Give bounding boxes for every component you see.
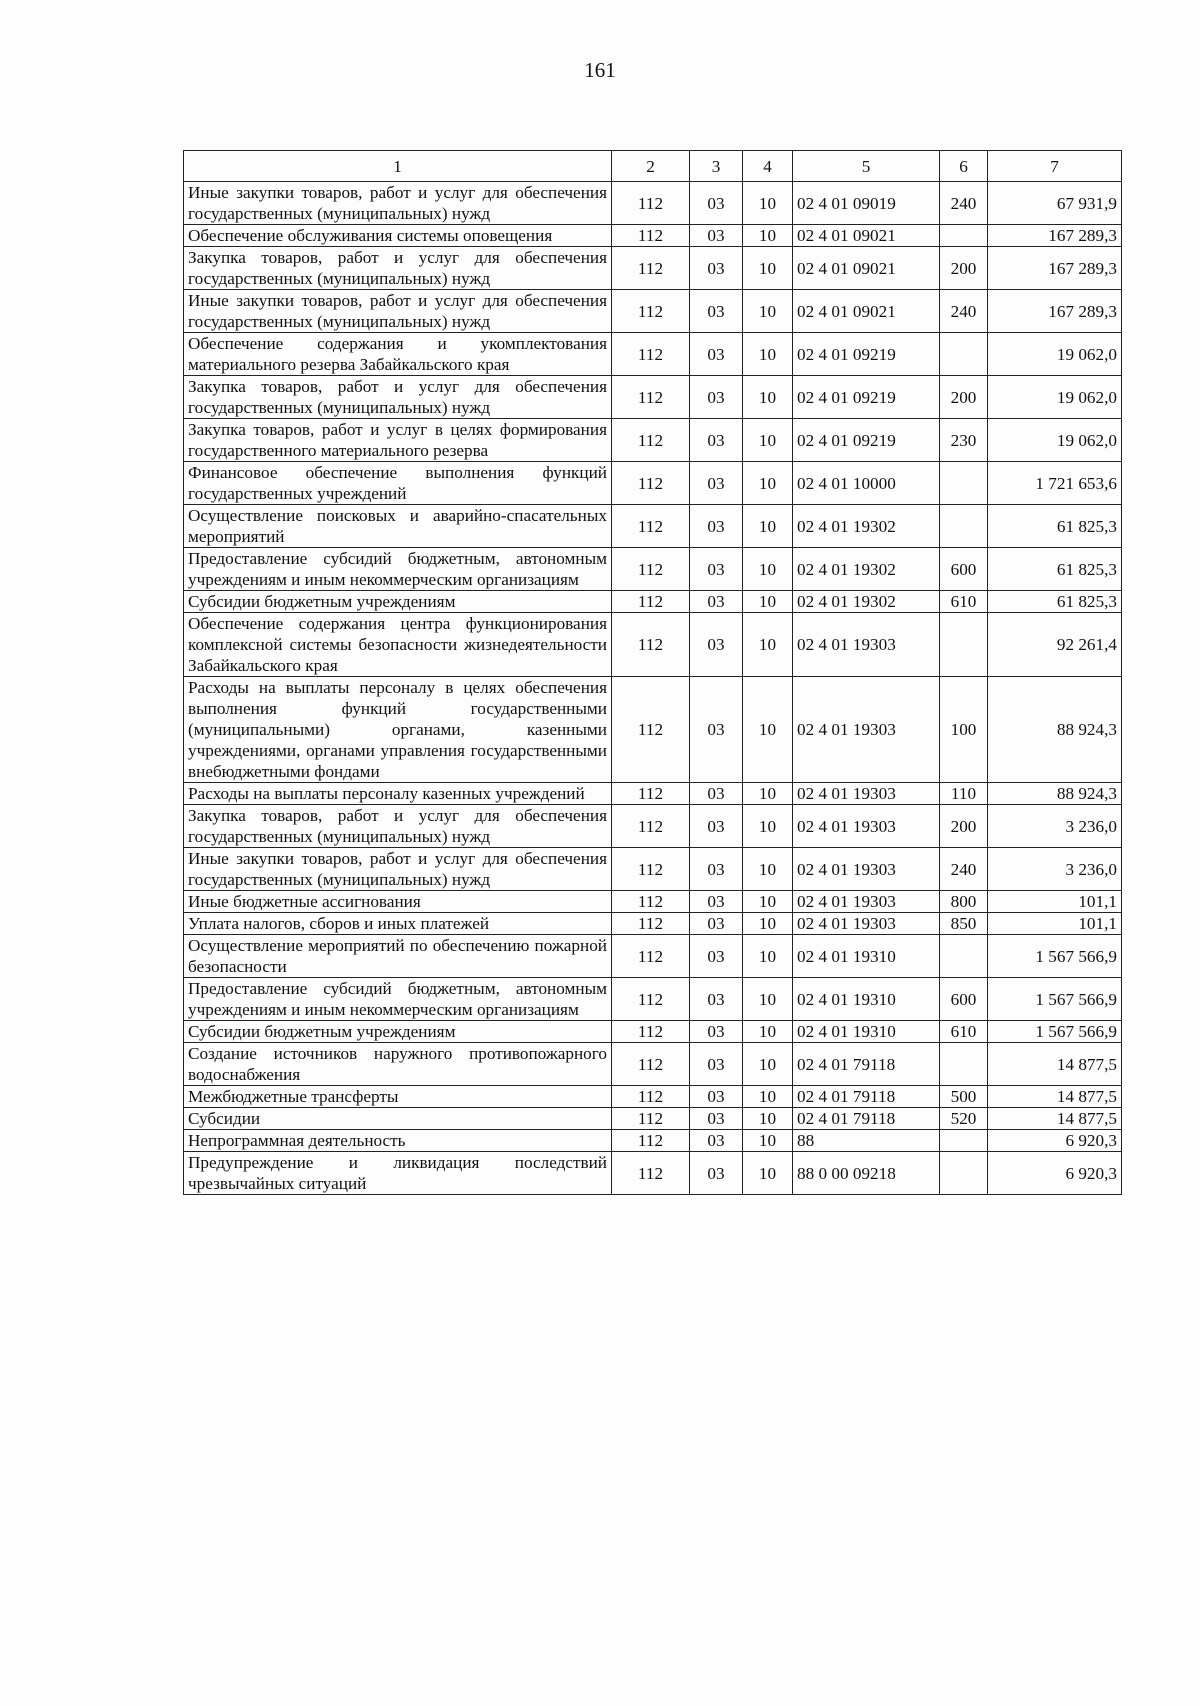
cell-expense-type: 600 <box>940 978 988 1021</box>
cell-name: Создание источников наружного противопожарного водоснабжения <box>184 1043 612 1086</box>
cell-expense-type <box>940 505 988 548</box>
table-row <box>184 1086 1122 1108</box>
table-row <box>184 613 1122 677</box>
cell-amount: 61 825,3 <box>988 505 1122 548</box>
cell-amount: 67 931,9 <box>988 182 1122 225</box>
cell-amount: 19 062,0 <box>988 333 1122 376</box>
cell-expense-type: 240 <box>940 290 988 333</box>
cell-section: 112 <box>612 225 690 247</box>
cell-target-article: 02 4 01 19302 <box>793 505 940 548</box>
cell-expense-type: 230 <box>940 419 988 462</box>
cell-subsection-code: 10 <box>743 333 793 376</box>
table-row <box>184 333 1122 376</box>
cell-expense-type: 240 <box>940 848 988 891</box>
cell-section: 112 <box>612 1152 690 1195</box>
cell-name: Закупка товаров, работ и услуг в целях формирования государственного материального резерва <box>184 419 612 462</box>
cell-name: Иные закупки товаров, работ и услуг для обеспечения государственных (муниципальных) нужд <box>184 290 612 333</box>
cell-amount: 61 825,3 <box>988 548 1122 591</box>
cell-subsection: 03 <box>690 462 743 505</box>
cell-subsection-code: 10 <box>743 913 793 935</box>
cell-amount: 14 877,5 <box>988 1108 1122 1130</box>
cell-amount: 14 877,5 <box>988 1086 1122 1108</box>
cell-section: 112 <box>612 333 690 376</box>
cell-target-article: 02 4 01 09021 <box>793 225 940 247</box>
cell-expense-type <box>940 1043 988 1086</box>
cell-target-article: 02 4 01 79118 <box>793 1043 940 1086</box>
cell-expense-type: 240 <box>940 182 988 225</box>
cell-subsection: 03 <box>690 913 743 935</box>
cell-name: Финансовое обеспечение выполнения функций государственных учреждений <box>184 462 612 505</box>
table-row <box>184 891 1122 913</box>
cell-subsection-code: 10 <box>743 1152 793 1195</box>
cell-subsection: 03 <box>690 548 743 591</box>
cell-subsection: 03 <box>690 891 743 913</box>
cell-name: Субсидии <box>184 1108 612 1130</box>
cell-subsection: 03 <box>690 848 743 891</box>
cell-section: 112 <box>612 419 690 462</box>
cell-target-article: 02 4 01 09021 <box>793 247 940 290</box>
cell-subsection: 03 <box>690 376 743 419</box>
cell-section: 112 <box>612 1108 690 1130</box>
cell-subsection-code: 10 <box>743 1043 793 1086</box>
cell-section: 112 <box>612 913 690 935</box>
cell-subsection: 03 <box>690 805 743 848</box>
cell-name: Расходы на выплаты персоналу в целях обеспечения выполнения функций государственными (муниципальными) органами, казенными учреждениями, органами управления государственными внебюджетными фондами <box>184 677 612 783</box>
cell-target-article: 02 4 01 19303 <box>793 613 940 677</box>
cell-name: Субсидии бюджетным учреждениям <box>184 591 612 613</box>
table-row <box>184 805 1122 848</box>
cell-amount: 6 920,3 <box>988 1152 1122 1195</box>
cell-section: 112 <box>612 1021 690 1043</box>
cell-expense-type <box>940 225 988 247</box>
cell-subsection: 03 <box>690 1130 743 1152</box>
cell-expense-type <box>940 613 988 677</box>
cell-amount: 167 289,3 <box>988 290 1122 333</box>
cell-target-article: 02 4 01 19303 <box>793 848 940 891</box>
cell-section: 112 <box>612 1086 690 1108</box>
cell-target-article: 02 4 01 79118 <box>793 1086 940 1108</box>
cell-target-article: 02 4 01 19303 <box>793 913 940 935</box>
cell-subsection-code: 10 <box>743 182 793 225</box>
cell-subsection-code: 10 <box>743 848 793 891</box>
cell-section: 112 <box>612 505 690 548</box>
cell-subsection-code: 10 <box>743 935 793 978</box>
cell-target-article: 02 4 01 19303 <box>793 783 940 805</box>
cell-section: 112 <box>612 462 690 505</box>
cell-name: Иные закупки товаров, работ и услуг для обеспечения государственных (муниципальных) нужд <box>184 182 612 225</box>
cell-expense-type: 800 <box>940 891 988 913</box>
cell-target-article: 02 4 01 09219 <box>793 376 940 419</box>
cell-expense-type: 850 <box>940 913 988 935</box>
cell-amount: 61 825,3 <box>988 591 1122 613</box>
cell-section: 112 <box>612 247 690 290</box>
cell-subsection: 03 <box>690 591 743 613</box>
budget-table <box>183 150 1122 1195</box>
cell-target-article: 02 4 01 19310 <box>793 935 940 978</box>
cell-subsection: 03 <box>690 1152 743 1195</box>
cell-subsection: 03 <box>690 247 743 290</box>
cell-subsection-code: 10 <box>743 891 793 913</box>
table-row <box>184 1108 1122 1130</box>
cell-subsection-code: 10 <box>743 677 793 783</box>
cell-subsection: 03 <box>690 935 743 978</box>
cell-target-article: 02 4 01 10000 <box>793 462 940 505</box>
cell-subsection-code: 10 <box>743 290 793 333</box>
cell-target-article: 02 4 01 19310 <box>793 1021 940 1043</box>
table-row <box>184 1152 1122 1195</box>
cell-subsection: 03 <box>690 1108 743 1130</box>
cell-subsection-code: 10 <box>743 591 793 613</box>
table-row <box>184 419 1122 462</box>
cell-subsection-code: 10 <box>743 978 793 1021</box>
table-row <box>184 848 1122 891</box>
table-row <box>184 290 1122 333</box>
cell-name: Непрограммная деятельность <box>184 1130 612 1152</box>
cell-section: 112 <box>612 935 690 978</box>
col-header-5: 5 <box>793 151 940 182</box>
col-header-3: 3 <box>690 151 743 182</box>
cell-section: 112 <box>612 677 690 783</box>
cell-name: Обеспечение содержания и укомплектования материального резерва Забайкальского края <box>184 333 612 376</box>
cell-expense-type: 610 <box>940 1021 988 1043</box>
cell-subsection: 03 <box>690 182 743 225</box>
cell-target-article: 02 4 01 19303 <box>793 677 940 783</box>
cell-subsection-code: 10 <box>743 1086 793 1108</box>
cell-subsection: 03 <box>690 333 743 376</box>
cell-section: 112 <box>612 591 690 613</box>
cell-expense-type: 110 <box>940 783 988 805</box>
col-header-6: 6 <box>940 151 988 182</box>
cell-expense-type: 100 <box>940 677 988 783</box>
table-row <box>184 783 1122 805</box>
cell-amount: 88 924,3 <box>988 783 1122 805</box>
cell-amount: 1 567 566,9 <box>988 1021 1122 1043</box>
table-row <box>184 247 1122 290</box>
cell-amount: 1 567 566,9 <box>988 978 1122 1021</box>
cell-expense-type: 500 <box>940 1086 988 1108</box>
cell-expense-type <box>940 1130 988 1152</box>
cell-name: Предупреждение и ликвидация последствий чрезвычайных ситуаций <box>184 1152 612 1195</box>
table-row <box>184 182 1122 225</box>
cell-name: Обеспечение обслуживания системы оповещения <box>184 225 612 247</box>
table-row <box>184 978 1122 1021</box>
cell-name: Закупка товаров, работ и услуг для обеспечения государственных (муниципальных) нужд <box>184 376 612 419</box>
cell-subsection-code: 10 <box>743 462 793 505</box>
cell-expense-type: 600 <box>940 548 988 591</box>
cell-target-article: 88 0 00 09218 <box>793 1152 940 1195</box>
col-header-2: 2 <box>612 151 690 182</box>
table-row <box>184 935 1122 978</box>
table-row <box>184 1021 1122 1043</box>
cell-expense-type: 520 <box>940 1108 988 1130</box>
cell-section: 112 <box>612 891 690 913</box>
cell-amount: 14 877,5 <box>988 1043 1122 1086</box>
cell-expense-type <box>940 1152 988 1195</box>
col-header-1: 1 <box>184 151 612 182</box>
cell-section: 112 <box>612 978 690 1021</box>
cell-target-article: 02 4 01 09219 <box>793 419 940 462</box>
cell-amount: 88 924,3 <box>988 677 1122 783</box>
cell-subsection-code: 10 <box>743 376 793 419</box>
cell-target-article: 88 <box>793 1130 940 1152</box>
cell-target-article: 02 4 01 19302 <box>793 548 940 591</box>
cell-subsection: 03 <box>690 1043 743 1086</box>
cell-target-article: 02 4 01 19310 <box>793 978 940 1021</box>
cell-amount: 3 236,0 <box>988 805 1122 848</box>
cell-target-article: 02 4 01 09219 <box>793 333 940 376</box>
cell-subsection: 03 <box>690 290 743 333</box>
table-row <box>184 548 1122 591</box>
cell-name: Иные бюджетные ассигнования <box>184 891 612 913</box>
cell-subsection-code: 10 <box>743 548 793 591</box>
cell-expense-type <box>940 935 988 978</box>
cell-subsection-code: 10 <box>743 505 793 548</box>
cell-subsection-code: 10 <box>743 1021 793 1043</box>
cell-section: 112 <box>612 783 690 805</box>
cell-subsection-code: 10 <box>743 805 793 848</box>
cell-target-article: 02 4 01 19303 <box>793 891 940 913</box>
cell-expense-type: 200 <box>940 805 988 848</box>
table-row <box>184 1130 1122 1152</box>
cell-name: Осуществление мероприятий по обеспечению пожарной безопасности <box>184 935 612 978</box>
cell-subsection: 03 <box>690 978 743 1021</box>
page-number: 161 <box>584 58 616 82</box>
table-row <box>184 913 1122 935</box>
cell-subsection: 03 <box>690 783 743 805</box>
cell-subsection-code: 10 <box>743 1108 793 1130</box>
cell-amount: 101,1 <box>988 891 1122 913</box>
cell-name: Иные закупки товаров, работ и услуг для обеспечения государственных (муниципальных) нужд <box>184 848 612 891</box>
table-row <box>184 376 1122 419</box>
cell-name: Предоставление субсидий бюджетным, автономным учреждениям и иным некоммерческим организациям <box>184 978 612 1021</box>
cell-subsection: 03 <box>690 1021 743 1043</box>
table-row <box>184 225 1122 247</box>
cell-subsection: 03 <box>690 677 743 783</box>
col-header-7: 7 <box>988 151 1122 182</box>
cell-amount: 92 261,4 <box>988 613 1122 677</box>
cell-subsection-code: 10 <box>743 783 793 805</box>
cell-subsection: 03 <box>690 505 743 548</box>
table-row <box>184 677 1122 783</box>
cell-section: 112 <box>612 613 690 677</box>
cell-name: Закупка товаров, работ и услуг для обеспечения государственных (муниципальных) нужд <box>184 805 612 848</box>
cell-name: Уплата налогов, сборов и иных платежей <box>184 913 612 935</box>
cell-name: Осуществление поисковых и аварийно-спасательных мероприятий <box>184 505 612 548</box>
cell-amount: 101,1 <box>988 913 1122 935</box>
cell-subsection-code: 10 <box>743 419 793 462</box>
cell-subsection: 03 <box>690 419 743 462</box>
cell-amount: 167 289,3 <box>988 225 1122 247</box>
cell-section: 112 <box>612 805 690 848</box>
cell-subsection: 03 <box>690 225 743 247</box>
cell-target-article: 02 4 01 79118 <box>793 1108 940 1130</box>
cell-subsection-code: 10 <box>743 613 793 677</box>
cell-target-article: 02 4 01 19303 <box>793 805 940 848</box>
cell-section: 112 <box>612 1130 690 1152</box>
cell-expense-type <box>940 462 988 505</box>
cell-name: Предоставление субсидий бюджетным, автономным учреждениям и иным некоммерческим организациям <box>184 548 612 591</box>
cell-target-article: 02 4 01 09019 <box>793 182 940 225</box>
cell-amount: 6 920,3 <box>988 1130 1122 1152</box>
cell-expense-type: 200 <box>940 376 988 419</box>
cell-expense-type: 610 <box>940 591 988 613</box>
cell-name: Субсидии бюджетным учреждениям <box>184 1021 612 1043</box>
cell-amount: 19 062,0 <box>988 376 1122 419</box>
header-row <box>184 151 1122 182</box>
cell-amount: 3 236,0 <box>988 848 1122 891</box>
table-row <box>184 462 1122 505</box>
cell-amount: 167 289,3 <box>988 247 1122 290</box>
cell-section: 112 <box>612 1043 690 1086</box>
cell-amount: 1 567 566,9 <box>988 935 1122 978</box>
cell-section: 112 <box>612 182 690 225</box>
cell-name: Расходы на выплаты персоналу казенных учреждений <box>184 783 612 805</box>
cell-section: 112 <box>612 848 690 891</box>
table-row <box>184 1043 1122 1086</box>
cell-subsection-code: 10 <box>743 1130 793 1152</box>
cell-name: Закупка товаров, работ и услуг для обеспечения государственных (муниципальных) нужд <box>184 247 612 290</box>
col-header-4: 4 <box>743 151 793 182</box>
cell-subsection-code: 10 <box>743 225 793 247</box>
cell-section: 112 <box>612 548 690 591</box>
cell-section: 112 <box>612 376 690 419</box>
table-row <box>184 505 1122 548</box>
cell-subsection-code: 10 <box>743 247 793 290</box>
cell-amount: 1 721 653,6 <box>988 462 1122 505</box>
cell-name: Межбюджетные трансферты <box>184 1086 612 1108</box>
cell-expense-type <box>940 333 988 376</box>
table-row <box>184 591 1122 613</box>
cell-target-article: 02 4 01 19302 <box>793 591 940 613</box>
cell-section: 112 <box>612 290 690 333</box>
cell-expense-type: 200 <box>940 247 988 290</box>
cell-amount: 19 062,0 <box>988 419 1122 462</box>
cell-subsection: 03 <box>690 1086 743 1108</box>
cell-subsection: 03 <box>690 613 743 677</box>
cell-target-article: 02 4 01 09021 <box>793 290 940 333</box>
cell-name: Обеспечение содержания центра функционирования комплексной системы безопасности жизнедеятельности Забайкальского края <box>184 613 612 677</box>
